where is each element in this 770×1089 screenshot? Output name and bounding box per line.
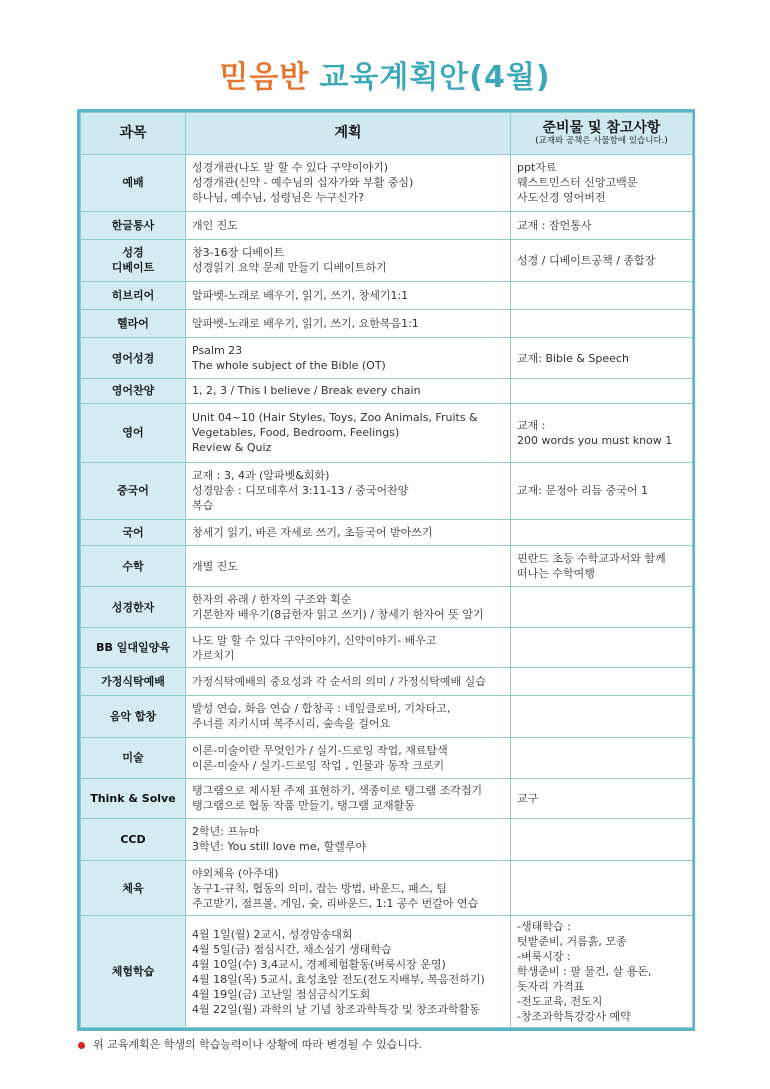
subject-cell: 헬라어 xyxy=(81,309,186,337)
table-row xyxy=(81,738,693,779)
subject-cell: 국어 xyxy=(81,519,186,545)
plan-cell: 이론-미술이란 무엇인가 / 실기-드로잉 작업, 재료탐색 이론-미술사 / 실기-드로잉 작업 , 인물과 동작 크로키 xyxy=(186,738,511,779)
materials-cell xyxy=(511,695,693,738)
title-plan-label: 교육계획안(4월) xyxy=(319,60,551,95)
materials-cell: 교재: Bible & Speech xyxy=(511,338,693,379)
header-materials xyxy=(511,113,693,155)
subject-cell: 영어 xyxy=(81,404,186,463)
materials-cell: 교재 : 200 words you must know 1 xyxy=(511,404,693,463)
materials-cell: -생태학습 : 텃밭준비, 거름흙, 모종 -벼룩시장 : 학생준비 : 팔 물건, 살 용돈, 돗자리 가격표 -전도교육, 전도지 -창조과학특강강사 예약 xyxy=(511,916,693,1028)
table-row xyxy=(81,545,693,587)
subject-cell: 체육 xyxy=(81,860,186,916)
plan-cell: 탱그램으로 제시된 주제 표현하기, 색종이로 탱그램 조각접기 탱그램으로 협동 작품 만들기, 탱그램 교재활동 xyxy=(186,778,511,819)
materials-cell xyxy=(511,668,693,695)
plan-cell: 나도 말 할 수 있다 구약이야기, 신약이야기- 배우고 가르치기 xyxy=(186,627,511,668)
subject-cell: 한글통사 xyxy=(81,211,186,239)
table-header-row xyxy=(81,113,693,155)
footnote-text: 위 교육계획은 학생의 학습능력이나 상황에 따라 변경될 수 있습니다. xyxy=(93,1038,422,1051)
table-row xyxy=(81,309,693,337)
table-row xyxy=(81,338,693,379)
table-row xyxy=(81,627,693,668)
plan-cell: 알파벳-노래로 배우기, 읽기, 쓰기, 창세기1:1 xyxy=(186,281,511,309)
plan-cell: Unit 04~10 (Hair Styles, Toys, Zoo Animals, Fruits & Vegetables, Food, Bedroom, Feelings) Review & Quiz xyxy=(186,404,511,463)
materials-cell: 교재: 문정아 리듬 중국어 1 xyxy=(511,462,693,519)
materials-cell: ppt자료 웨스트민스터 신앙고백문 사도신경 영어버전 xyxy=(511,155,693,212)
plan-cell: 발성 연습, 화음 연습 / 합창곡 : 네잎클로버, 기차타고, 주너를 지키시며 복주시리, 숲속을 걸어요 xyxy=(186,695,511,738)
subject-cell: CCD xyxy=(81,819,186,861)
plan-cell: 개별 진도 xyxy=(186,545,511,587)
subject-cell: 체험학습 xyxy=(81,916,186,1028)
footnote xyxy=(78,1036,422,1052)
table-row xyxy=(81,695,693,738)
materials-cell xyxy=(511,519,693,545)
materials-cell xyxy=(511,281,693,309)
table-row xyxy=(81,155,693,212)
header-materials-note: (교재와 공책은 사물함에 있습니다.) xyxy=(535,135,668,146)
table-row xyxy=(81,519,693,545)
table-body xyxy=(81,155,693,1028)
subject-cell: 성경 디베이트 xyxy=(81,240,186,282)
materials-cell xyxy=(511,860,693,916)
subject-cell: Think & Solve xyxy=(81,778,186,819)
subject-cell: 영어찬양 xyxy=(81,378,186,403)
subject-cell: 히브리어 xyxy=(81,281,186,309)
table-row xyxy=(81,587,693,628)
plan-cell: 2학년: 프뉴마 3학년: You still love me, 할렐루야 xyxy=(186,819,511,861)
plan-cell: 교재 : 3, 4과 (알파벳&회화) 성경암송 : 디모데후서 3:11-13 / 중국어찬양 복습 xyxy=(186,462,511,519)
red-bullet-icon xyxy=(78,1042,85,1049)
materials-cell xyxy=(511,738,693,779)
materials-cell xyxy=(511,309,693,337)
materials-cell xyxy=(511,378,693,403)
plan-cell: 1, 2, 3 / This I believe / Break every chain xyxy=(186,378,511,403)
table-row xyxy=(81,819,693,861)
table-row xyxy=(81,916,693,1028)
table-row xyxy=(81,668,693,695)
plan-cell: 개인 진도 xyxy=(186,211,511,239)
subject-cell: BB 일대일양육 xyxy=(81,627,186,668)
subject-cell: 가정식탁예배 xyxy=(81,668,186,695)
subject-cell: 미술 xyxy=(81,738,186,779)
materials-cell xyxy=(511,819,693,861)
subject-cell: 성경한자 xyxy=(81,587,186,628)
table-row xyxy=(81,211,693,239)
materials-cell: 교구 xyxy=(511,778,693,819)
materials-cell xyxy=(511,587,693,628)
materials-cell xyxy=(511,627,693,668)
plan-cell: 가정식탁예배의 중요성과 각 순서의 의미 / 가정식탁예배 실습 xyxy=(186,668,511,695)
header-subject: 과목 xyxy=(81,113,186,155)
plan-cell: 한자의 유래 / 한자의 구조와 획순 기본한자 배우기(8급한자 읽고 쓰기) / 창세기 한자어 뜻 알기 xyxy=(186,587,511,628)
plan-cell: 야외체육 (아주대) 농구1-규칙, 협동의 의미, 잡는 방법, 바운드, 패스, 팀 주고받기, 점프볼, 게임, 슛, 리바운드, 1:1 공수 번갈아 연습 xyxy=(186,860,511,916)
subject-cell: 예배 xyxy=(81,155,186,212)
plan-cell: 4월 1일(월) 2교시, 성경암송대회 4월 5일(금) 점심시간, 채소심기 생태학습 4월 10일(수) 3,4교시, 경제체험활동(벼룩시장 운영) 4월 18일(목) 5교시, 효성초앞 전도(전도지배부, 복음전하기) 4월 19일(금) 고난일 점심금식기도회 4월 22일(월) 과학의 날 기념 창조과학특강 및 창조과학활동 xyxy=(186,916,511,1028)
materials-cell: 성경 / 디베이트공책 / 종합장 xyxy=(511,240,693,282)
education-plan-table xyxy=(80,112,693,1028)
subject-cell: 음악 합창 xyxy=(81,695,186,738)
table-row xyxy=(81,378,693,403)
subject-cell: 수학 xyxy=(81,545,186,587)
table-row xyxy=(81,240,693,282)
materials-cell: 교재 : 잠언통사 xyxy=(511,211,693,239)
plan-cell: Psalm 23 The whole subject of the Bible (OT) xyxy=(186,338,511,379)
header-plan: 계획 xyxy=(186,113,511,155)
subject-cell: 영어성경 xyxy=(81,338,186,379)
table-row xyxy=(81,778,693,819)
plan-cell: 창세기 읽기, 바른 자세로 쓰기, 초등국어 받아쓰기 xyxy=(186,519,511,545)
materials-cell: 핀란드 초등 수학교과서와 함께 떠나는 수학여행 xyxy=(511,545,693,587)
page-title xyxy=(0,52,770,96)
plan-cell: 알파벳-노래로 배우기, 읽기, 쓰기, 요한복음1:1 xyxy=(186,309,511,337)
header-materials-title: 준비물 및 참고사항 xyxy=(542,119,661,136)
plan-cell: 성경개관(나도 말 할 수 있다 구약이야기) 성경개관(신약 - 예수님의 십자가와 부활 중심) 하나님, 예수님, 성령님은 누구신가? xyxy=(186,155,511,212)
subject-cell: 중국어 xyxy=(81,462,186,519)
table-row xyxy=(81,462,693,519)
plan-cell: 창3-16장 디베이트 성경읽기 요약 문제 만들기 디베이트하기 xyxy=(186,240,511,282)
title-class-name: 믿음반 xyxy=(219,60,310,95)
table-row xyxy=(81,281,693,309)
table-row xyxy=(81,404,693,463)
table-row xyxy=(81,860,693,916)
